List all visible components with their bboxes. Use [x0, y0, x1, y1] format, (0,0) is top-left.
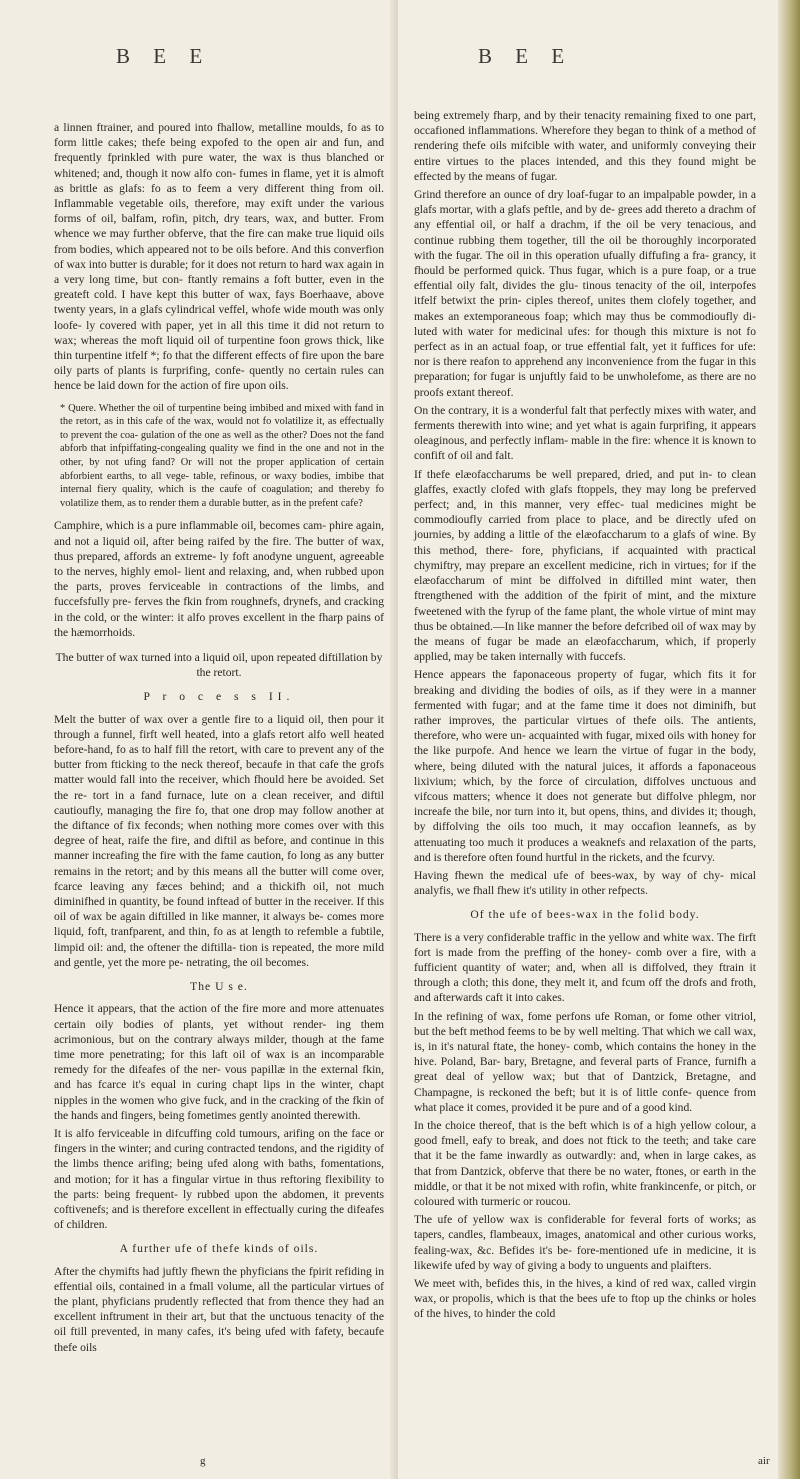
further-heading: A further ufe of thefe kinds of oils. [119, 1242, 319, 1256]
paragraph: We meet with, befides this, in the hives, a kind of red wax, called virgin wax, or propolis, which is that the bees ufe to ftop up the chinks or holes of the hives, to hinder the cold [414, 1277, 756, 1321]
left-page [0, 0, 398, 1479]
paragraph: Hence it appears, that the action of the fire more and more attenuates certain oily bodies of plants, yet without render- ing them acrimonious, but on the contrary always milder, though at the fame time more penetrating; for this laft oil of wax is an incomparable remedy for the difeafes of the ner- vous papillæ in the external fkin, and has fcarce it's equal in curing chapt lips in the winter, chapt nipples in the women who give fuck, and in the cracking of the fkin of the hands and fingers, being fometimes gently anointed therewith. [54, 1002, 384, 1122]
running-head-left: B E E [116, 44, 212, 68]
paragraph: The ufe of yellow wax is confiderable for feveral forts of works; as tapers, candles, flambeaux, images, anatomical and other curious works, fealing-wax, &c. Befides it's be- fore-mentioned ufe in medicine, it is likewife ufed by way of giving a body to unguents and plaifters. [414, 1213, 756, 1272]
right-page [398, 0, 800, 1479]
paragraph: Hence appears the faponaceous property of fugar, which fits it for breaking and dividing the bodies of oils, as if they were in a manner fermented with fugar; and at the fame time it does not diminifh, but rather improves, the particular virtues of thefe oils. The antients, therefore, who were un- acquainted with fugar, mixed oils with honey for the like purpofe. And hence we learn the virtue of fugar in the body, where, being diluted with the natural juices, it affords a faponaceous lixivium; which, by the force of circulation, diffolves unctuous and vifcous matters; whence it does not generate but diffolve phlegm, nor increafe the bile, nor turn into it, but opens, thins, and divides it; though, by diffolving the oils too much, it may occafion leannefs, as by attenuating too much it produces a weaknefs and relaxation of the parts, and is therefore often found hurtful in the rickets, and the fcurvy. [414, 668, 756, 864]
paragraph: Melt the butter of wax over a gentle fire to a liquid oil, then pour it through a funnel, firft well heated, into a glafs retort alfo well heated before-hand, fo as to half fill the retort, with care to prevent any of the butter from fticking to the neck thereof, becaufe in that cafe the grofs matter would fall into the receiver, which fhould here be avoided. Set the re- tort in a fand furnace, lute on a clean receiver, and diftil cautioufly, managing the fire fo, that one drop may follow another at the diftance of fix feconds; when nothing more comes over with this degree of heat, raife the fire, and diftil as before, and continue in this manner increafing the fire with the fame caution, fo long as any butter remains in the retort; and by this means all the butter will come over, fcarce leaving any fæces behind; and a thickifh oil, not much diminifhed in quantity, be found inftead of butter in the receiver. If this oil of wax be again diftilled in like manner, it always be- comes more liquid, foft, tranfparent, and thin, fo as at length to refemble a fubtile, limpid oil: and, the oftener the diftilla- tion is repeated, the more mild and gentle, yet the more pe- netrating, the oil becomes. [54, 712, 384, 969]
page-edge [778, 0, 800, 1479]
paragraph: being extremely fharp, and by their tenacity remaining fixed to one part, occafioned inflammations. Wherefore they began to think of a method of rendering thefe oils mifcible with water, and uniformly conveying their entire virtues to the places intended, and this they found might be effected by the means of fugar. [414, 109, 756, 183]
footnote: * Quere. Whether the oil of turpentine being imbibed and mixed with fand in the retort, as in this cafe of the wax, would not fo volatilize it, as effectually to prevent the coa- gulation of the one as well as the other? Does not the fand abforb that infpiffating-congealing quality we find in the one and not in the other, by not ufing fand? Or will not the proper application of certain abforbient earths, to all vege- table, refinous, or waxy bodies, imbibe that internal fiery quality, which is the caufe of coagulation; and thereby fo volatilize them, as to render them a durable butter, as in the prefent cafe? [60, 402, 384, 509]
paragraph: On the contrary, it is a wonderful falt that perfectly mixes with water, and ferments therewith into wine; and yet what is again furprifing, it appears oleaginous, and perfectly inflam- mable in the fire: whence it is known to confift of oil and falt. [414, 403, 756, 463]
paragraph: If thefe elæofaccharums be well prepared, dried, and put in- to clean glaffes, exactly clofed with glafs ftoppels, they may long be preferved perfect; and, in this manner, very effec- tual medicines might be commodioufly carried from place to place, and be directly ufed on journies, by adding a little of the elæofaccharum to a glafs of wine. By this method, there- fore, phyficians, if acquainted with practical chymiftry, may prepare an excellent medicine, rich in virtues; for if the elæofaccharum of mint be diffolved in diftilled mint water, then ftrengthened with the addition of the fpirit of mint, and the mixture fweetened with the fyrup of the fame plant, the whole virtue of mint may thus be obtained.—In like manner the before defcribed oil of wax may by the means of fugar be made an elæofaccharum, which, if properly applied, may be taken internally with fuccefs. [414, 467, 756, 664]
paragraph: It is alfo ferviceable in difcuffing cold tumours, arifing on the face or fingers in the winter; and curing contracted tendons, and the rigidity of the limbs thence arifing; being ufed along with baths, fomentations, and motion; for it has a fingular virtue in thus reftoring flexibility to the parts: being frequent- ly rubbed upon the abdomen, it prevents coftivenefs; and is therefore excellent in effectually curing the difeafes of children. [54, 1126, 384, 1232]
catchword-right: air [758, 1455, 770, 1467]
section-heading: Of the ufe of bees-wax in the folid body. [470, 908, 700, 922]
paragraph: In the refining of wax, fome perfons ufe Roman, or fome other vitriol, but the beft method feems to be by well melting. That which we call wax, is, in it's natural ftate, the honey- comb, which contains the honey in the hive. Poland, Bar- bary, Bretagne, and feveral parts of France, furnifh a great deal of yellow wax; but that of Dantzick, Bretagne, and Champagne, is reckoned the beft; but it is of little confe- quence from what place it comes, provided it be pure and of a good kind. [414, 1009, 756, 1114]
paragraph: After the chymifts had juftly fhewn the phyficians the fpirit refiding in effential oils, contained in a fmall volume, all the particular virtues of the plant, phyficians prudently reflected that from thence they had an excellent inftrument in their art, but that the unctuous tenacity of the oil ftill prevented, in many cafes, it's being ufed with fafety, becaufe thefe oils [54, 1264, 384, 1354]
running-head-right: B E E [478, 44, 574, 68]
paragraph: In the choice thereof, that is the beft which is of a high yellow colour, a good fmell, eafy to break, and does not ftick to the teeth; and take care that it be the fame inwardly as outwardly: and, when in large cakes, as that from Dantzick, obferve that there be no water, ftones, or earth in the middle, or that it be not mixed with rofin, white frankincenfe, or pitch, or coloured with turmeric or roucou. [414, 1119, 756, 1209]
paragraph: Camphire, which is a pure inflammable oil, becomes cam- phire again, and not a liquid oil, after being raifed by the fire. The butter of wax, thus prepared, affords an extreme- ly foft anodyne unguent, agreeable to the nerves, highly emol- lient and relaxing, and, when rubbed upon the parts, proves ferviceable in contractions of the limbs, and fuccefsfully pre- ferves the fkin from roughnefs, drynefs, and cracking in the cold, or the winter: it alfo proves excellent in the fharp pains of the hæmorrhoids. [54, 519, 384, 639]
paragraph: Grind therefore an ounce of dry loaf-fugar to an impalpable powder, in a glafs mortar, with a glafs peftle, and by de- grees add thereto a drachm of any effential oil, or half a drachm, if the oil be very tenacious, and continue rubbing them together, till the oil be thoroughly incorporated with the fugar. The oil in this operation ufually diffufing a fra- grancy, it fhould be performed quick. Thus fugar, which is a pure foap, or a true effential oily falt, divides the glu- tinous tenacity of the oil, interpofes itfelf betwixt the prin- ciples thereof, unites them clofely together, and makes an extemporaneous foap; which may thus be commodioufly di- luted with water for medicinal ufes: for though this mixture is not fo perfect as in an actual foap, or true effential falt, yet it fuffices for ufe: nor is there reafon to apprehend any inconvenience from the fugar in this preparation; for fugar is unjuftly faid to be unwholefome, as there are no proofs extant thereof. [414, 188, 756, 399]
paragraph: Having fhewn the medical ufe of bees-wax, by way of chy- mical analyfis, we fhall fhew it's utility in other refpects. [414, 868, 756, 898]
use-heading: The U s e. [190, 980, 248, 994]
process-heading: P r o c e s s II. [143, 690, 295, 704]
catchword-left: g [200, 1455, 206, 1467]
paragraph: The butter of wax turned into a liquid oil, upon repeated diftillation by the retort. [55, 651, 383, 680]
paragraph: a linnen ftrainer, and poured into fhallow, metalline moulds, fo as to form little cakes; thefe being expofed to the open air and fun, and frequently fprinkled with pure water, the wax is thus blanched or whitened; and, though it now alfo con- fumes in flame, yet it is almoft as brittle as glafs: fo as to feem a very different thing from oil. Inflammable vegetable oils, therefore, may exift under the various forms of oil, balfam, rofin, pitch, dry tears, wax, and butter. From whence we may further obferve, that the fire can make true liquid oils from bodies, which appeared not to be oils before. And this converfion of wax into butter is durable; for it does not return to hard wax again in a very long time, but con- ftantly remains a foft butter, even in the greateft cold. I have kept this butter of wax, fays Boerhaave, above twenty years, in a glafs cylindrical veffel, whofe wide mouth was only loofe- ly covered with paper, yet in all this time it did not return to wax; whereas the moft liquid oil of turpentine foon grows thick, like thin turpentine itfelf *; fo that the different effects of fire upon the bare oily parts of plants is furprifing, confe- quently no certain rules can hence be laid down for the action of fire upon oils. [54, 121, 385, 393]
paragraph: There is a very confiderable traffic in the yellow and white wax. The firft fort is made from the preffing of the honey- comb over a fire, with a fufficient quantity of water; and, when all is diffolved, they ftrain it through a cloth; this done, they melt it, and fcum off the drofs and froth, and afterwards caft it into cakes. [414, 930, 756, 1005]
